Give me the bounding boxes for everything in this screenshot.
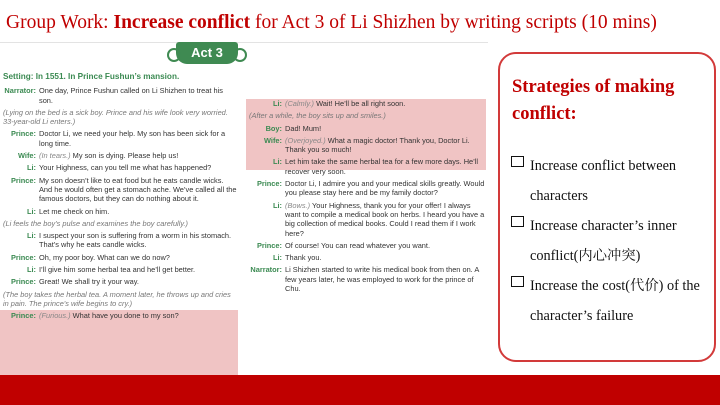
title-bar (0, 0, 720, 42)
speech-text (285, 157, 485, 176)
textbook-page (0, 42, 488, 375)
speech-content: Wait! He’ll be all right soon. (314, 99, 406, 108)
speech-content: What have you done to my son? (70, 311, 179, 321)
script-column-left (3, 72, 238, 324)
dialogue-line (3, 151, 238, 160)
checkbox-icon (511, 276, 524, 287)
speaker-name: Boy: (265, 123, 282, 133)
strategy-item (511, 271, 711, 331)
slide-title-bold: Increase conflict (113, 12, 251, 33)
slide-title-prefix: Group Work: (6, 12, 114, 33)
speaker-name: Prince: (10, 129, 36, 139)
speech-content: Let him take the same herbal tea for a few more days. He’ll recover very soon. (285, 157, 479, 176)
speaker-name: Li: (272, 200, 282, 210)
speaker-name: Prince: (256, 240, 282, 250)
dialogue-line (3, 265, 238, 274)
speaker-name: Prince: (10, 311, 36, 321)
speech-direction: (Furious.) (39, 311, 71, 321)
strategy-list (511, 151, 711, 331)
speech-text (39, 207, 238, 216)
speech-text (39, 253, 238, 262)
checkbox-icon (511, 216, 524, 227)
strategy-card (498, 52, 716, 362)
dialogue-line (249, 265, 485, 293)
dialogue-line (3, 253, 238, 262)
stage-direction: (Li feels the boy’s pulse and examines the boy carefully.) (3, 218, 189, 228)
dialogue-line (249, 124, 485, 133)
strategy-item-text: Increase conflict between characters (530, 158, 677, 204)
speech-text (285, 241, 485, 250)
speaker-name: Li: (272, 157, 282, 167)
speech-content: Let me check on him. (39, 206, 110, 216)
speaker-name: Prince: (10, 252, 36, 262)
stage-direction: (After a while, the boy sits up and smiles.) (249, 111, 386, 121)
act-badge (176, 42, 238, 64)
speech-content: Your Highness, thank you for your offer! I always want to compile a medical book on herbs. I heard you have a big collection of medical books. Could I read them if I work here? (285, 200, 485, 238)
dialogue-line (249, 179, 485, 198)
speech-text (285, 265, 485, 293)
speech-text (39, 231, 238, 250)
speech-text (285, 253, 485, 262)
stage-direction: (Lying on the bed is a sick boy. Prince and his wife look very worried. 33-year-old Li enters.) (3, 107, 228, 127)
speech-text (285, 201, 485, 238)
speaker-name: Prince: (10, 277, 36, 287)
dialogue-line (249, 253, 485, 262)
dialogue-line (3, 176, 238, 204)
speech-direction: (Bows.) (285, 200, 311, 210)
speech-content: My son is dying. Please help us! (70, 151, 179, 161)
speech-text (39, 277, 238, 286)
dialogue-line (3, 277, 238, 286)
speaker-name: Wife: (18, 151, 36, 161)
speech-content: One day, Prince Fushun called on Li Shizhen to treat his son. (39, 86, 223, 105)
blank-strip (488, 42, 492, 375)
speech-text (39, 163, 238, 172)
speech-content: Great! We shall try it your way. (39, 277, 139, 287)
dialogue-line (3, 231, 238, 250)
dialogue-line (3, 163, 238, 172)
speaker-name: Li: (272, 99, 282, 108)
dialogue-line (3, 311, 238, 320)
strategy-item-text: Increase the cost(代价) of the character’s failure (530, 278, 700, 324)
speech-content: Your Highness, can you tell me what has happened? (39, 163, 212, 173)
speaker-name: Wife: (264, 135, 282, 145)
dialogue-line (3, 129, 238, 148)
dialogue-line (3, 86, 238, 105)
speaker-name: Narrator: (250, 265, 282, 275)
speaker-name: Prince: (10, 175, 36, 185)
act-label: Act 3 (191, 45, 223, 60)
speaker-name: Li: (26, 163, 36, 173)
speech-content: Li Shizhen started to write his medical book from then on. A few years later, he was employed to work for the prince of Chu. (285, 265, 479, 294)
bottom-bar (0, 375, 720, 405)
speech-content: What a magic doctor! Thank you, Doctor Li. Thank you so much! (285, 135, 470, 155)
speech-content: Doctor Li, we need your help. My son has been sick for a long time. (39, 129, 226, 148)
setting-line: Setting: In 1551. In Prince Fushun’s mansion. (3, 72, 180, 81)
script-column-right (249, 99, 485, 296)
speech-text (285, 124, 485, 133)
checkbox-icon (511, 156, 524, 167)
dialogue-line (249, 241, 485, 250)
strategy-title: Strategies of making conflict: (512, 77, 675, 124)
speech-text (39, 265, 238, 274)
speech-text (285, 179, 485, 198)
speech-content: Of course! You can read whatever you want. (285, 240, 431, 250)
speaker-name: Li: (26, 206, 36, 216)
strategy-item (511, 151, 711, 211)
strategy-item (511, 211, 711, 271)
speech-content: Doctor Li, I admire you and your medical skills greatly. Would you please stay here and be my family doctor? (285, 179, 485, 198)
speech-content: Oh, my poor boy. What can we do now? (39, 252, 170, 262)
speaker-name: Narrator: (4, 86, 36, 96)
speaker-name: Prince: (256, 179, 282, 189)
dialogue-line (249, 99, 485, 108)
speech-text (285, 136, 485, 155)
dialogue-line (3, 207, 238, 216)
slide-title (6, 12, 657, 34)
speech-content: Dad! Mum! (285, 123, 322, 133)
slide-title-suffix: for Act 3 of Li Shizhen by writing scripts (10 mins) (250, 12, 657, 33)
speaker-name: Li: (26, 231, 36, 241)
speech-text (39, 151, 238, 160)
speech-content: I suspect your son is suffering from a worm in his stomach. That’s why he eats candle wicks. (39, 231, 232, 250)
speech-content: I’ll give him some herbal tea and he’ll get better. (39, 265, 196, 275)
speech-direction: (Overjoyed.) (285, 135, 326, 145)
speaker-name: Li: (26, 265, 36, 275)
stage-direction: (The boy takes the herbal tea. A moment later, he throws up and cries in pain. The prince’s wife begins to cry.) (3, 289, 231, 308)
speech-direction: (Calmly.) (285, 99, 315, 108)
speaker-name: Li: (272, 253, 282, 263)
speech-text (39, 129, 238, 148)
strategy-item-text: Increase character’s inner conflict(内心冲突) (530, 218, 677, 264)
speech-content: Thank you. (285, 253, 322, 263)
dialogue-line (249, 157, 485, 176)
speech-text (39, 86, 238, 105)
speech-direction: (In tears.) (39, 151, 71, 161)
speech-text (39, 176, 238, 204)
speech-text (39, 311, 238, 320)
dialogue-line (249, 136, 485, 155)
speech-text (285, 99, 485, 108)
speech-content: My son doesn’t like to eat food but he eats candle wicks. And he would often get a stomach ache. We’ve called all the famous doctors, but they can do nothing about it. (39, 175, 237, 204)
dialogue-line (249, 201, 485, 238)
